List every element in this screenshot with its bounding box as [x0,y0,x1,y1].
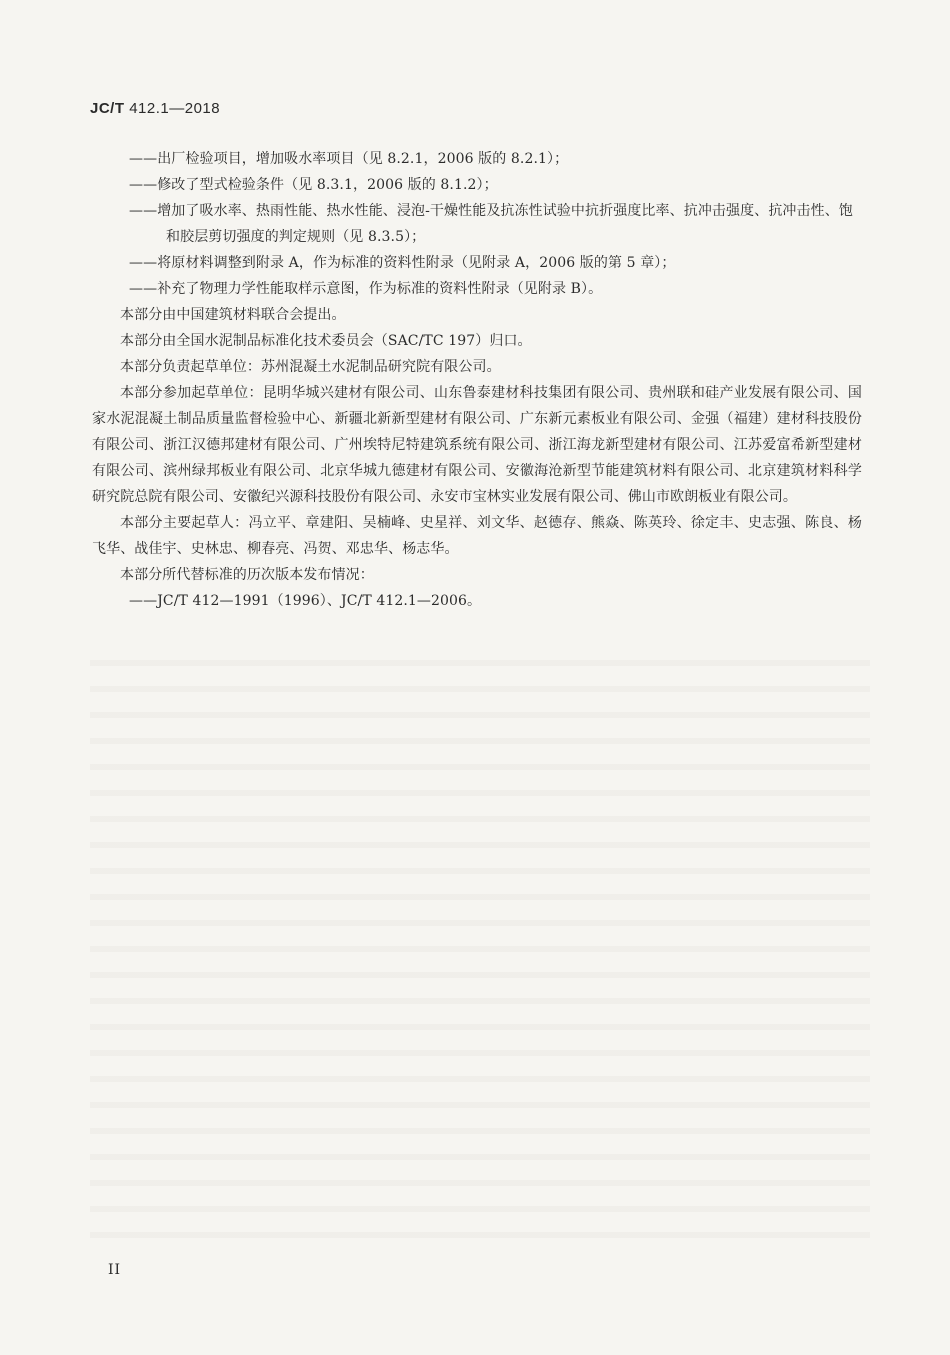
managed-by-paragraph: 本部分由全国水泥制品标准化技术委员会（SAC/TC 197）归口。 [120,333,532,349]
page-number: II [108,1262,122,1278]
change-item: ——修改了型式检验条件（见 8.3.1，2006 版的 8.1.2）； [129,177,498,193]
change-item: ——出厂检验项目，增加吸水率项目（见 8.2.1，2006 版的 8.2.1）； [129,151,569,167]
document-code-number: 412.1—2018 [129,100,221,117]
proposed-by-paragraph: 本部分由中国建筑材料联合会提出。 [120,307,346,323]
foreword-content [92,146,862,614]
history-item: ——JC/T 412—1991（1996）、JC/T 412.1—2006。 [129,593,482,609]
bleed-through-texture [90,640,870,1240]
history-intro-paragraph: 本部分所代替标准的历次版本发布情况： [120,567,374,583]
participating-units-paragraph: 本部分参加起草单位：昆明华城兴建材有限公司、山东鲁泰建材科技集团有限公司、贵州联和硅产业发展有限公司、国家水泥混凝土制品质量监督检验中心、新疆北新新型建材有限公司、广东新元素板业有限公司、金强（福建）建材科技股份有限公司、浙江汉德邦建材有限公司、广州埃特尼特建筑系统有限公司、浙江海龙新型建材有限公司、江苏爱富希新型建材有限公司、滨州绿邦板业有限公司、北京华城九德建材有限公司、安徽海沧新型节能建筑材料有限公司、北京建筑材料科学研究院总院有限公司、安徽纪兴源科技股份有限公司、永安市宝林实业发展有限公司、佛山市欧朗板业有限公司。 [92,385,862,505]
main-drafters-paragraph: 本部分主要起草人：冯立平、章建阳、吴楠峰、史星祥、刘文华、赵德存、熊焱、陈英玲、徐定丰、史志强、陈良、杨飞华、战佳宇、史林忠、柳春亮、冯贺、邓忠华、杨志华。 [92,515,862,557]
change-item: ——补充了物理力学性能取样示意图，作为标准的资料性附录（见附录 B）。 [129,281,603,297]
drafting-unit-paragraph: 本部分负责起草单位：苏州混凝土水泥制品研究院有限公司。 [120,359,501,375]
change-item: ——将原材料调整到附录 A，作为标准的资料性附录（见附录 A，2006 版的第 5 章）； [129,255,676,271]
change-item: ——增加了吸水率、热雨性能、热水性能、浸泡-干燥性能及抗冻性试验中抗折强度比率、抗冲击强度、抗冲击性、饱和胶层剪切强度的判定规则（见 8.3.5）； [129,203,853,245]
document-code-prefix: JC/T [90,100,125,117]
document-code [90,100,220,117]
